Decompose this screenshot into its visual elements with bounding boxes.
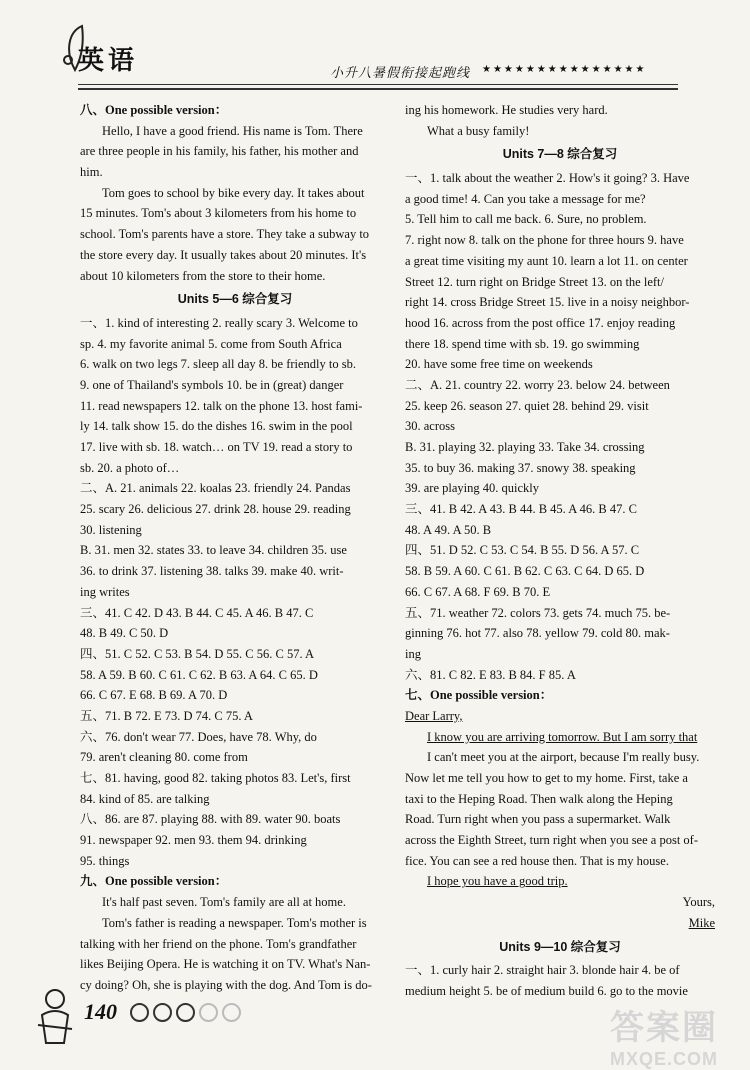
answer-line: a good time! 4. Can you take a message for me? [405,191,646,206]
answer-line: talking with her friend on the phone. Tom's grandfather [80,936,357,951]
answer-line: 二、A. 21. country 22. worry 23. below 24. between [405,377,670,392]
answer-line: 30. listening [80,522,142,537]
answer-line: cy doing? Oh, she is playing with the dog. And Tom is do- [80,977,372,992]
answer-line: school. Tom's parents have a store. They take a subway to [80,227,370,242]
answer-line: 66. C 67. E 68. B 69. A 70. D [80,688,228,703]
answer-line: 八、86. are 87. playing 88. with 89. water 90. boats [80,812,341,827]
answer-line: 58. B 59. A 60. C 61. B 62. C 63. C 64. D 65. D [405,564,645,579]
answer-line: 66. C 67. A 68. F 69. B 70. E [405,584,551,599]
answer-line: fice. You can see a red house then. That is my house. [405,853,669,868]
answer-line: 30. across [405,419,455,434]
answer-line: about 10 kilometers from the store to their home. [80,268,326,283]
answer-line: Mike [688,915,715,930]
answer-line: there 18. spend time with sb. 19. go swimming [405,336,640,351]
star-decoration: ★★★★★★★★★★★★★★★ [482,64,647,75]
answer-line: 六、81. C 82. E 83. B 84. F 85. A [405,667,576,682]
answer-line: right 14. cross Bridge Street 15. live in a noisy neighbor- [405,295,690,310]
answer-line: Road. Turn right when you pass a supermarket. Walk [405,812,671,827]
answer-line: across the Eighth Street, turn right when you see a post of- [405,833,698,848]
answer-line: I can't meet you at the airport, because I'm really busy. [427,750,700,765]
footer-circle [153,1003,172,1022]
answer-line: 11. read newspapers 12. talk on the phone 13. host fami- [80,398,363,413]
answer-line: 48. B 49. C 50. D [80,626,169,641]
answer-line: 四、51. C 52. C 53. B 54. D 55. C 56. C 57. A [80,646,315,661]
answer-line: 5. Tell him to call me back. 6. Sure, no problem. [405,212,647,227]
answer-line: Street 12. turn right on Bridge Street 13. on the left/ [405,274,664,289]
watermark-logo: 答案圈 [610,1009,718,1047]
answer-line: Yours, [682,895,715,910]
answer-line: 五、71. weather 72. colors 73. gets 74. much 75. be- [405,605,671,620]
answer-line: 39. are playing 40. quickly [405,481,539,496]
answer-line: sb. 20. a photo of… [80,460,180,475]
answer-line: 6. walk on two legs 7. sleep all day 8. be friendly to sb. [80,357,356,372]
answer-line: a great time visiting my aunt 10. learn a lot 11. on center [405,253,688,268]
left-column [80,100,390,996]
footer-circle [222,1003,241,1022]
answer-line: Tom goes to school by bike every day. It takes about [102,185,365,200]
answer-line: 35. to buy 36. making 37. snowy 38. speaking [405,460,636,475]
footer-circle [176,1003,195,1022]
answer-line: hood 16. across from the post office 17. enjoy reading [405,315,676,330]
watermark [610,1000,718,1070]
answer-line: Dear Larry, [405,708,463,723]
answer-line: 一、1. talk about the weather 2. How's it going? 3. Have [405,171,690,186]
answer-line: him. [80,165,103,180]
footer-circles [130,1003,241,1022]
answer-line: B. 31. men 32. states 33. to leave 34. children 35. use [80,543,347,558]
answer-line: ginning 76. hot 77. also 78. yellow 79. cold 80. mak- [405,626,670,641]
answer-line: are three people in his family, his father, his mother and [80,144,359,159]
answer-line: 一、1. curly hair 2. straight hair 3. blonde hair 4. be of [405,963,680,978]
answer-line: 九、One possible version： [80,874,228,889]
answer-line: Tom's father is reading a newspaper. Tom's mother is [102,915,367,930]
answer-line: sp. 4. my favorite animal 5. come from South Africa [80,336,342,351]
answer-line: the store every day. It usually takes about 20 minutes. It's [80,247,367,262]
answer-line: 58. A 59. B 60. C 61. C 62. B 63. A 64. C 65. D [80,667,318,682]
answer-line: I know you are arriving tomorrow. But I am sorry that [427,729,698,744]
answer-line: I hope you have a good trip. [427,874,568,889]
subject-logo: 英语 [78,46,139,75]
answer-line: 六、76. don't wear 77. Does, have 78. Why, do [80,729,317,744]
answer-line: 20. have some free time on weekends [405,357,593,372]
answer-line: B. 31. playing 32. playing 33. Take 34. crossing [405,440,645,454]
answer-line: 7. right now 8. talk on the phone for three hours 9. have [405,233,684,248]
answer-line: 三、41. B 42. A 43. B 44. B 45. A 46. B 47. C [405,502,637,517]
answer-line: ing [405,646,421,661]
answer-line: 四、51. D 52. C 53. C 54. B 55. D 56. A 57. C [405,543,640,558]
series-tagline: 小升八暑假衔接起跑线 [330,65,471,80]
answer-line: 15 minutes. Tom's about 3 kilometers from his home to [80,206,357,221]
answer-line: 三、41. C 42. D 43. B 44. C 45. A 46. B 47. C [80,605,314,620]
answer-line: 一、1. kind of interesting 2. really scary 3. Welcome to [80,315,358,330]
page-number: 140 [84,999,117,1024]
answer-line: Hello, I have a good friend. His name is Tom. There [102,123,363,138]
answer-line: 9. one of Thailand's symbols 10. be in (great) danger [80,377,344,392]
unit-heading: Units 9—10 综合复习 [499,939,621,954]
answer-line: medium height 5. be of medium build 6. go to the movie [405,983,688,998]
child-reading-icon [30,985,80,1050]
answer-line: 17. live with sb. 18. watch… on TV 19. read a story to [80,440,353,454]
answer-line: ing his homework. He studies very hard. [405,103,608,117]
answer-line: Now let me tell you how to get to my home. First, take a [405,771,688,785]
footer-circle [130,1003,149,1022]
answer-line: 79. aren't cleaning 80. come from [80,750,248,765]
page-footer [30,985,310,1055]
answer-line: ing writes [80,584,130,599]
answer-line: What a busy family! [427,123,530,138]
unit-heading: Units 7—8 综合复习 [502,147,618,162]
answer-line: 84. kind of 85. are talking [80,791,210,806]
answer-line: 25. keep 26. season 27. quiet 28. behind 29. visit [405,398,649,413]
header-rule [78,84,678,85]
answer-line: 八、One possible version： [80,103,228,117]
unit-heading: Units 5—6 综合复习 [177,292,293,307]
answer-line: 七、One possible version： [405,688,553,703]
answer-line: It's half past seven. Tom's family are all at home. [102,895,346,910]
right-column [405,100,715,1002]
page-header [0,0,750,100]
answer-line: 七、81. having, good 82. taking photos 83. Let's, first [80,771,351,785]
answer-line: 二、A. 21. animals 22. koalas 23. friendly 24. Pandas [80,481,351,496]
answer-line: 95. things [80,853,130,868]
answer-line: 五、71. B 72. E 73. D 74. C 75. A [80,708,253,723]
answer-line: 36. to drink 37. listening 38. talks 39. make 40. writ- [80,564,344,579]
answer-line: likes Beijing Opera. He is watching it on TV. What's Nan- [80,957,371,972]
answer-line: 91. newspaper 92. men 93. them 94. drinking [80,833,307,848]
header-rule-thick [78,88,678,90]
watermark-url: MXQE.COM [610,1049,719,1069]
answer-line: taxi to the Heping Road. Then walk along the Heping [405,791,673,806]
answer-line: 25. scary 26. delicious 27. drink 28. house 29. reading [80,502,351,517]
answer-line: 48. A 49. A 50. B [405,522,492,537]
footer-circle [199,1003,218,1022]
answer-line: ly 14. talk show 15. do the dishes 16. swim in the pool [80,419,353,434]
